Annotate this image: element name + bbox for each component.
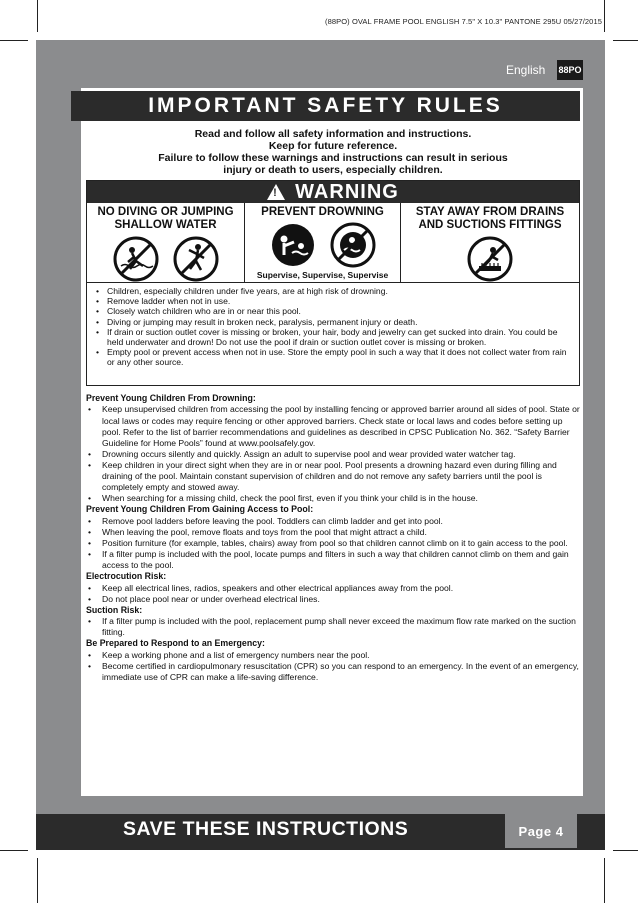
list-item: • If a filter pump is included with the pool, replacement pump shall never exceed the maximum flow rate marked on the suction fitting. — [86, 616, 580, 638]
list-item: • Position furniture (for example, tables, chairs) away from pool so that children cannot climb on it to gain access to the pool. — [86, 538, 580, 549]
supervise-caption: Supervise, Supervise, Supervise — [256, 270, 389, 280]
language-label: English — [506, 63, 546, 77]
section-heading: Suction Risk: — [86, 604, 143, 615]
crop-mark — [613, 850, 638, 851]
intro-text — [86, 128, 580, 176]
list-item: • If a filter pump is included with the pool, locate pumps and filters in such a way that children cannot climb on them and gain access to the pool. — [86, 549, 580, 571]
crop-mark — [604, 0, 605, 32]
crop-mark — [604, 858, 605, 903]
list-item: • Become certified in cardiopulmonary resuscitation (CPR) so you can respond to an emergency. In the event of an emergency, immediate use of CPR can make a life-saving difference. — [86, 661, 580, 683]
footer-title: SAVE THESE INSTRUCTIONS — [123, 818, 409, 840]
section-list — [86, 650, 580, 683]
warning-triangle-icon: ! — [267, 184, 285, 200]
intro-line: Read and follow all safety information and instructions. — [194, 128, 472, 140]
warning-column-drains — [401, 203, 579, 282]
drain-suction-hazard-icon — [467, 236, 513, 282]
section-list — [86, 516, 580, 571]
supervise-swimmer-icon — [270, 222, 316, 268]
safety-instructions — [86, 393, 580, 683]
list-item: • If drain or suction outlet cover is missing or broken, your hair, body and jewelry can get sucked into drain. You could be held underwater and drown! Do not use the pool if drain or suction outlet cover is missing or broken. — [95, 327, 573, 347]
section-list — [86, 616, 580, 638]
warning-bullet-list — [95, 286, 573, 368]
no-jumping-icon — [173, 236, 219, 282]
intro-line: Keep for future reference. — [268, 140, 398, 152]
list-item: • Keep children in your direct sight when they are in or near pool. Pool presents a drowning hazard even during filling and draining of the pool. Maintain constant supervision of children and do not remove any safety barriers until the pool is completely empty and stowed away. — [86, 460, 580, 493]
section-list — [86, 583, 580, 605]
section-list — [86, 404, 580, 504]
section-heading: Prevent Young Children From Gaining Access to Pool: — [86, 504, 314, 515]
crop-mark — [0, 850, 28, 851]
crop-mark — [0, 40, 28, 41]
section-heading: Electrocution Risk: — [86, 571, 167, 582]
list-item: • Do not place pool near or under overhead electrical lines. — [86, 594, 580, 605]
page-title: IMPORTANT SAFETY RULES — [71, 91, 580, 121]
warning-label: WARNING — [295, 180, 399, 203]
section-heading: Be Prepared to Respond to an Emergency: — [86, 638, 265, 649]
list-item: • Remove ladder when not in use. — [95, 296, 573, 306]
warning-column-prevent-drowning — [245, 203, 401, 282]
section-heading: Prevent Young Children From Drowning: — [86, 393, 256, 403]
crop-mark — [613, 40, 638, 41]
crop-mark — [37, 0, 38, 32]
crop-mark — [37, 858, 38, 903]
page-number: Page 4 — [505, 814, 577, 848]
warning-column-no-diving — [87, 203, 245, 282]
list-item: • Keep all electrical lines, radios, speakers and other electrical appliances away from the pool. — [86, 583, 580, 594]
list-item: • Diving or jumping may result in broken neck, paralysis, permanent injury or death. — [95, 317, 573, 327]
list-item: • Keep unsupervised children from accessing the pool by installing fencing or approved barrier around all sides of pool. State or local laws or codes may require fencing or other approved barriers. Check state or local laws and codes before setting up pool. Refer to the list of barrier recommendations and guidelines as described in CPSC Publication No. 362. “Safety Barrier Guideline for Home Pools” found at www.poolsafely.gov. — [86, 404, 580, 448]
list-item: • Closely watch children who are in or near this pool. — [95, 306, 573, 316]
column-heading: PREVENT DROWNING — [261, 206, 384, 218]
warning-box — [86, 180, 580, 386]
column-heading: STAY AWAY FROM DRAINS AND SUCTIONS FITTINGS — [415, 206, 565, 231]
no-unsupervised-children-icon — [330, 222, 376, 268]
print-slug: (88PO) OVAL FRAME POOL ENGLISH 7.5" X 10.3" PANTONE 295U 05/27/2015 — [324, 17, 602, 26]
list-item: • When searching for a missing child, check the pool first, even if you think your child is in the house. — [86, 493, 580, 504]
warning-header — [87, 181, 579, 203]
intro-line: injury or death to users, especially children. — [223, 164, 443, 176]
list-item: • Empty pool or prevent access when not in use. Store the empty pool in such a way that it does not collect water from rain or any other source. — [95, 347, 573, 367]
list-item: • Drowning occurs silently and quickly. Assign an adult to supervise pool and wear provided water watcher tag. — [86, 449, 580, 460]
list-item: • Remove pool ladders before leaving the pool. Toddlers can climb ladder and get into pool. — [86, 516, 580, 527]
model-badge: 88PO — [557, 60, 583, 80]
list-item: • Keep a working phone and a list of emergency numbers near the pool. — [86, 650, 580, 661]
divider — [87, 282, 579, 283]
diving-shallow-water-icon — [113, 236, 159, 282]
column-heading: NO DIVING OR JUMPING SHALLOW WATER — [97, 206, 234, 231]
intro-line: Failure to follow these warnings and instructions can result in serious — [158, 152, 508, 164]
list-item: • Children, especially children under five years, are at high risk of drowning. — [95, 286, 573, 296]
list-item: • When leaving the pool, remove floats and toys from the pool that might attract a child. — [86, 527, 580, 538]
